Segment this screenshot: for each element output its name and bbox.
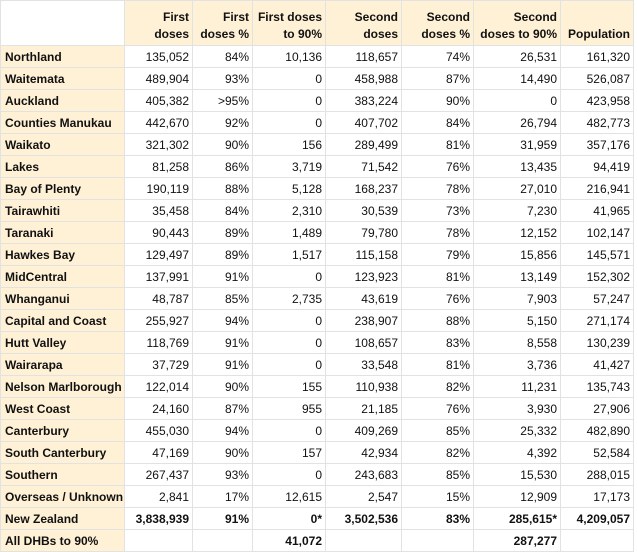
cell-first-doses: 137,991: [125, 266, 193, 288]
cell-second-doses-pct: 15%: [402, 486, 474, 508]
cell-population: 135,743: [561, 376, 634, 398]
cell-first-doses: 48,787: [125, 288, 193, 310]
cell-second-doses-pct: 90%: [402, 90, 474, 112]
cell-second-doses: 118,657: [326, 46, 402, 68]
cell-second-doses-to-90: 15,856: [474, 244, 561, 266]
cell-first-doses-to-90: 0: [253, 90, 326, 112]
header-first-doses: First doses: [125, 1, 193, 46]
cell-first-doses-to-90: 0: [253, 420, 326, 442]
cell-first-doses: 90,443: [125, 222, 193, 244]
cell-second-doses-to-90: 13,149: [474, 266, 561, 288]
cell-second-doses: 79,780: [326, 222, 402, 244]
table-row: [1, 420, 634, 442]
cell-first-doses-to-90: 156: [253, 134, 326, 156]
cell-first-doses: 47,169: [125, 442, 193, 464]
cell-dhb-name: South Canterbury: [1, 442, 125, 464]
cell-first-doses-to-90: 3,719: [253, 156, 326, 178]
cell-dhb-name: Taranaki: [1, 222, 125, 244]
table-row: [1, 46, 634, 68]
table-row: [1, 332, 634, 354]
cell-second-doses: 238,907: [326, 310, 402, 332]
table-row: [1, 354, 634, 376]
cell-first-doses-pct: 93%: [193, 464, 253, 486]
cell-first-doses: 2,841: [125, 486, 193, 508]
cell-population: 27,906: [561, 398, 634, 420]
table-row: [1, 288, 634, 310]
cell-second-doses: 33,548: [326, 354, 402, 376]
cell-first-doses-pct: 17%: [193, 486, 253, 508]
cell-first-doses-to-90: 10,136: [253, 46, 326, 68]
cell-second-doses: 115,158: [326, 244, 402, 266]
cell-first-doses-pct: 90%: [193, 442, 253, 464]
table-row: [1, 398, 634, 420]
cell-first-doses-to-90: 0: [253, 464, 326, 486]
cell-dhb-name: Canterbury: [1, 420, 125, 442]
cell-first-doses: 255,927: [125, 310, 193, 332]
header-second-doses: Second doses: [326, 1, 402, 46]
cell-second-doses-pct: 85%: [402, 464, 474, 486]
cell-second-doses-to-90: 3,736: [474, 354, 561, 376]
cell-second-doses: 407,702: [326, 112, 402, 134]
cell-second-doses-pct: 79%: [402, 244, 474, 266]
cell-second-doses-to-90: 31,959: [474, 134, 561, 156]
cell-second-doses-pct: 76%: [402, 398, 474, 420]
cell-first-doses: 135,052: [125, 46, 193, 68]
total-population: 4,209,057: [561, 508, 634, 530]
cell-second-doses-pct: 81%: [402, 134, 474, 156]
cell-population: 17,173: [561, 486, 634, 508]
total-second-doses-pct: 83%: [402, 508, 474, 530]
cell-population: 152,302: [561, 266, 634, 288]
cell-second-doses-to-90: 12,152: [474, 222, 561, 244]
cell-population: 102,147: [561, 222, 634, 244]
cell-second-doses-pct: 76%: [402, 288, 474, 310]
cell-second-doses-pct: 84%: [402, 112, 474, 134]
table-row: [1, 486, 634, 508]
table-row: [1, 200, 634, 222]
cell-first-doses-to-90: 1,517: [253, 244, 326, 266]
cell-first-doses-pct: 91%: [193, 266, 253, 288]
cell-second-doses-to-90: 7,903: [474, 288, 561, 310]
cell-population: 161,320: [561, 46, 634, 68]
cell-first-doses-pct: 89%: [193, 244, 253, 266]
cell-first-doses-pct: 84%: [193, 200, 253, 222]
cell-first-doses-pct: 90%: [193, 134, 253, 156]
cell-population: 94,419: [561, 156, 634, 178]
table-row: [1, 222, 634, 244]
table-row: [1, 156, 634, 178]
total-second-doses-to-90: 285,615*: [474, 508, 561, 530]
target-label: All DHBs to 90%: [1, 530, 125, 552]
header-population: Population: [561, 1, 634, 46]
cell-second-doses-pct: 76%: [402, 156, 474, 178]
cell-first-doses: 321,302: [125, 134, 193, 156]
cell-dhb-name: Southern: [1, 464, 125, 486]
target-empty-cell: [125, 530, 193, 552]
cell-second-doses-to-90: 14,490: [474, 68, 561, 90]
cell-second-doses-pct: 85%: [402, 420, 474, 442]
cell-first-doses: 81,258: [125, 156, 193, 178]
cell-second-doses: 108,657: [326, 332, 402, 354]
cell-first-doses-pct: 92%: [193, 112, 253, 134]
cell-dhb-name: Whanganui: [1, 288, 125, 310]
cell-dhb-name: Northland: [1, 46, 125, 68]
target-empty-cell: [193, 530, 253, 552]
cell-second-doses-to-90: 5,150: [474, 310, 561, 332]
table-row: [1, 376, 634, 398]
table-row: [1, 68, 634, 90]
cell-second-doses-to-90: 8,558: [474, 332, 561, 354]
total-row: [1, 508, 634, 530]
cell-population: 526,087: [561, 68, 634, 90]
cell-first-doses-pct: 87%: [193, 398, 253, 420]
cell-first-doses-pct: 85%: [193, 288, 253, 310]
cell-dhb-name: Auckland: [1, 90, 125, 112]
target-first-doses-to-90: 41,072: [253, 530, 326, 552]
target-second-doses-to-90: 287,277: [474, 530, 561, 552]
table-row: [1, 90, 634, 112]
target-row: [1, 530, 634, 552]
cell-first-doses-to-90: 1,489: [253, 222, 326, 244]
table-row: [1, 244, 634, 266]
table-body: [1, 46, 634, 552]
cell-second-doses: 168,237: [326, 178, 402, 200]
cell-first-doses-pct: 94%: [193, 420, 253, 442]
cell-second-doses: 42,934: [326, 442, 402, 464]
cell-first-doses-to-90: 0: [253, 112, 326, 134]
cell-second-doses-pct: 74%: [402, 46, 474, 68]
cell-dhb-name: Wairarapa: [1, 354, 125, 376]
cell-second-doses: 110,938: [326, 376, 402, 398]
cell-first-doses-pct: 94%: [193, 310, 253, 332]
cell-population: 41,965: [561, 200, 634, 222]
cell-second-doses-pct: 81%: [402, 266, 474, 288]
cell-first-doses: 489,904: [125, 68, 193, 90]
cell-second-doses-to-90: 25,332: [474, 420, 561, 442]
cell-second-doses: 123,923: [326, 266, 402, 288]
cell-second-doses: 458,988: [326, 68, 402, 90]
cell-dhb-name: Waikato: [1, 134, 125, 156]
cell-second-doses: 71,542: [326, 156, 402, 178]
cell-second-doses: 383,224: [326, 90, 402, 112]
cell-second-doses-to-90: 7,230: [474, 200, 561, 222]
cell-population: 145,571: [561, 244, 634, 266]
cell-population: 52,584: [561, 442, 634, 464]
cell-second-doses-to-90: 26,794: [474, 112, 561, 134]
cell-dhb-name: West Coast: [1, 398, 125, 420]
cell-first-doses-to-90: 2,310: [253, 200, 326, 222]
cell-second-doses: 43,619: [326, 288, 402, 310]
cell-first-doses-pct: 93%: [193, 68, 253, 90]
header-corner: [1, 1, 125, 46]
cell-population: 288,015: [561, 464, 634, 486]
target-empty-cell: [561, 530, 634, 552]
cell-first-doses-pct: >95%: [193, 90, 253, 112]
cell-first-doses-pct: 91%: [193, 354, 253, 376]
cell-dhb-name: Capital and Coast: [1, 310, 125, 332]
cell-second-doses-to-90: 26,531: [474, 46, 561, 68]
table-row: [1, 112, 634, 134]
cell-first-doses-to-90: 0: [253, 354, 326, 376]
total-first-doses-pct: 91%: [193, 508, 253, 530]
cell-first-doses: 129,497: [125, 244, 193, 266]
cell-first-doses-to-90: 157: [253, 442, 326, 464]
cell-first-doses-to-90: 2,735: [253, 288, 326, 310]
cell-second-doses-pct: 78%: [402, 178, 474, 200]
cell-first-doses: 190,119: [125, 178, 193, 200]
cell-population: 482,890: [561, 420, 634, 442]
cell-first-doses-pct: 91%: [193, 332, 253, 354]
table-row: [1, 442, 634, 464]
cell-dhb-name: Overseas / Unknown: [1, 486, 125, 508]
cell-first-doses: 118,769: [125, 332, 193, 354]
cell-second-doses: 30,539: [326, 200, 402, 222]
cell-population: 57,247: [561, 288, 634, 310]
cell-first-doses-to-90: 0: [253, 332, 326, 354]
cell-first-doses-pct: 84%: [193, 46, 253, 68]
cell-population: 216,941: [561, 178, 634, 200]
target-empty-cell: [326, 530, 402, 552]
cell-second-doses-pct: 87%: [402, 68, 474, 90]
cell-first-doses: 24,160: [125, 398, 193, 420]
cell-first-doses-pct: 90%: [193, 376, 253, 398]
cell-dhb-name: Waitemata: [1, 68, 125, 90]
table-row: [1, 310, 634, 332]
cell-first-doses-pct: 88%: [193, 178, 253, 200]
cell-second-doses: 21,185: [326, 398, 402, 420]
cell-second-doses-to-90: 11,231: [474, 376, 561, 398]
header-row: [1, 1, 634, 46]
cell-second-doses-pct: 78%: [402, 222, 474, 244]
cell-population: 130,239: [561, 332, 634, 354]
cell-first-doses-pct: 89%: [193, 222, 253, 244]
cell-second-doses-to-90: 3,930: [474, 398, 561, 420]
cell-second-doses-to-90: 15,530: [474, 464, 561, 486]
cell-dhb-name: Hutt Valley: [1, 332, 125, 354]
cell-population: 482,773: [561, 112, 634, 134]
cell-second-doses-to-90: 4,392: [474, 442, 561, 464]
cell-dhb-name: Lakes: [1, 156, 125, 178]
total-second-doses: 3,502,536: [326, 508, 402, 530]
cell-dhb-name: Bay of Plenty: [1, 178, 125, 200]
cell-dhb-name: Hawkes Bay: [1, 244, 125, 266]
cell-population: 357,176: [561, 134, 634, 156]
cell-first-doses-to-90: 5,128: [253, 178, 326, 200]
cell-second-doses-to-90: 12,909: [474, 486, 561, 508]
cell-first-doses: 455,030: [125, 420, 193, 442]
cell-second-doses-to-90: 0: [474, 90, 561, 112]
cell-second-doses-pct: 88%: [402, 310, 474, 332]
cell-second-doses: 243,683: [326, 464, 402, 486]
target-empty-cell: [402, 530, 474, 552]
cell-dhb-name: Counties Manukau: [1, 112, 125, 134]
cell-first-doses: 405,382: [125, 90, 193, 112]
cell-first-doses: 122,014: [125, 376, 193, 398]
cell-first-doses: 37,729: [125, 354, 193, 376]
header-first-doses-to-90: First doses to 90%: [253, 1, 326, 46]
header-first-doses-pct: First doses %: [193, 1, 253, 46]
cell-second-doses-pct: 82%: [402, 442, 474, 464]
cell-population: 271,174: [561, 310, 634, 332]
cell-first-doses-pct: 86%: [193, 156, 253, 178]
cell-first-doses-to-90: 0: [253, 68, 326, 90]
cell-second-doses-to-90: 13,435: [474, 156, 561, 178]
table-row: [1, 266, 634, 288]
total-dhb-name: New Zealand: [1, 508, 125, 530]
table-row: [1, 134, 634, 156]
cell-second-doses: 289,499: [326, 134, 402, 156]
cell-population: 423,958: [561, 90, 634, 112]
table-row: [1, 464, 634, 486]
cell-first-doses: 267,437: [125, 464, 193, 486]
cell-second-doses-pct: 82%: [402, 376, 474, 398]
total-first-doses-to-90: 0*: [253, 508, 326, 530]
cell-first-doses-to-90: 155: [253, 376, 326, 398]
header-second-doses-to-90: Second doses to 90%: [474, 1, 561, 46]
cell-second-doses-pct: 81%: [402, 354, 474, 376]
cell-second-doses: 2,547: [326, 486, 402, 508]
cell-dhb-name: Tairawhiti: [1, 200, 125, 222]
cell-dhb-name: MidCentral: [1, 266, 125, 288]
total-first-doses: 3,838,939: [125, 508, 193, 530]
cell-first-doses-to-90: 0: [253, 266, 326, 288]
cell-first-doses: 35,458: [125, 200, 193, 222]
cell-population: 41,427: [561, 354, 634, 376]
cell-first-doses-to-90: 955: [253, 398, 326, 420]
cell-first-doses: 442,670: [125, 112, 193, 134]
cell-first-doses-to-90: 0: [253, 310, 326, 332]
cell-second-doses: 409,269: [326, 420, 402, 442]
cell-dhb-name: Nelson Marlborough: [1, 376, 125, 398]
cell-second-doses-pct: 83%: [402, 332, 474, 354]
cell-second-doses-to-90: 27,010: [474, 178, 561, 200]
cell-first-doses-to-90: 12,615: [253, 486, 326, 508]
header-second-doses-pct: Second doses %: [402, 1, 474, 46]
cell-second-doses-pct: 73%: [402, 200, 474, 222]
table-row: [1, 178, 634, 200]
